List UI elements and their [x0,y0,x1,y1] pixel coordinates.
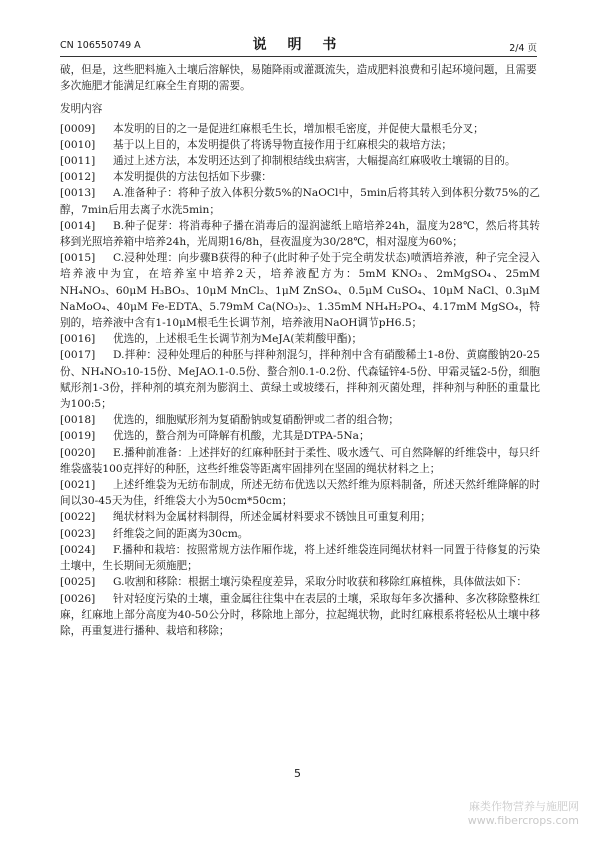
paragraph-number: [0016] [60,333,96,346]
patent-number: CN 106550749 A [60,40,141,51]
paragraph-number: [0011] [60,155,96,168]
page-header [60,34,537,54]
paragraph [60,153,540,169]
paragraph-text: 通过上述方法，本发明还达到了抑制根结线虫病害，大幅提高红麻吸收土壤镉的目的。 [113,155,516,168]
paragraph-number: [0026] [60,592,96,605]
paragraph-text: A.准备种子：将种子放入体积分数5%的NaOCl中，5min后将其转入到体积分数75%的乙醇，7min后用去离子水洗5min； [60,187,540,216]
paragraph [60,509,540,525]
paragraph-text: 基于以上目的，本发明提供了将诱导物直接作用于红麻根尖的栽培方法； [113,138,452,151]
paragraph-number: [0017] [60,349,96,362]
paragraph-number: [0015] [60,252,96,265]
paragraph [60,331,540,347]
section-title: 发明内容 [60,103,103,116]
page-number: 5 [294,767,301,780]
paragraph-number: [0024] [60,543,96,556]
paragraph-text: B.种子促芽：将消毒种子播在消毒后的湿润滤纸上暗培养24h，温度为28℃，然后将其转移到光照培养箱中培养24h，光周期16/8h，昼夜温度为30/28℃，相对湿度为60%； [60,219,540,249]
paragraph-text: E.播种前准备：上述拌好的红麻种胚封于柔性、吸水透气、可自然降解的纤维袋中，每只纤维袋盛装100克拌好的种胚，这些纤维袋等距离牢固排列在坚固的绳状材料之上； [60,446,540,475]
paragraph-text: 上述纤维袋为无纺布制成，所述无纺布优选以天然纤维为原料制备，所述天然纤维降解的时间以30-45天为佳，纤维袋大小为50cm*50cm； [60,479,540,508]
header-divider [60,56,537,57]
paragraph [60,477,540,509]
watermark-line1: 麻类作物营养与施肥网 [469,800,579,813]
paragraph [60,169,540,185]
paragraph [60,526,540,542]
document-body [60,62,540,639]
page-indicator: 2/4 页 [509,43,537,54]
paragraph-number: [0018] [60,414,96,427]
paragraph-number: [0019] [60,430,96,443]
paragraph [60,412,540,428]
paragraph-text: 本发明提供的方法包括如下步骤： [113,171,272,184]
paragraph-text: 优选的，细胞赋形剂为复硝酚钠或复硝酚钾或二者的组合物； [113,414,400,427]
paragraph [60,428,540,444]
paragraph [60,574,540,590]
paragraph [60,347,540,412]
paragraph-text: 优选的，螯合剂为可降解有机酸，尤其是DTPA-5Na； [113,430,370,443]
paragraph-text: F.播种和栽培：按照常规方法作厢作垅，将上述纤维袋连同绳状材料一同置于待修复的污染土壤中，生长期间无须施肥； [60,543,540,573]
paragraph-number: [0013] [60,187,96,200]
watermark-line2: www.fibercrops.com [467,814,579,827]
paragraph-number: [0010] [60,138,96,151]
paragraph-text: 绳状材料为金属材料制得，所述金属材料要求不锈蚀且可重复利用； [113,511,431,524]
paragraph-text: 针对轻度污染的土壤，重金属往往集中在表层的土壤，采取每年多次播种、多次移除整株红麻，红麻地上部分高度为40-50公分时，移除地上部分，拉起绳状物，此时红麻根系将轻松从土壤中移除，再重复进行播种、栽培和移除； [60,592,540,637]
watermark [468,800,579,828]
paragraph [60,185,540,217]
paragraph-text: D.拌种：浸种处理后的种胚与拌种剂混匀，拌种剂中含有硝酸稀土1-8份、黄腐酸钠20-25份、NH₄NO₃10-15份、MeJAO.1-0.5份、螯合剂0.1-0.2份、代森锰锌4-5份、甲霜灵锰2-5份，细胞赋形剂1-3份，拌种剂的填充剂为膨润土、黄绿土或坡缕石，拌种剂灭菌处理，拌种剂与种胚的重量比为100:5； [60,349,540,411]
paragraph [60,591,540,640]
paragraph-number: [0022] [60,511,96,524]
paragraph [60,542,540,574]
continuation-text: 破，但是，这些肥料施入土壤后溶解快，易随降雨或灌溉流失，造成肥料浪费和引起环境问题，且需要多次施肥才能满足红麻全生育期的需要。 [60,64,537,93]
paragraph-text: C.浸种处理：向步骤B获得的种子(此时种子处于完全萌发状态)喷洒培养液，种子完全浸入培养液中为宜，在培养室中培养2天，培养液配方为：5mM KNO₃、2mMgSO₄、25mM NH₄NO₃、60μM H₃BO₃、10μM MnCl₂、1μM ZnSO₄、0.5μM CuSO₄、10μM NaCl、0.3μM NaMoO₄、40μM Fe-EDTA、5.79mM Ca(NO₃)₂、1.35mM NH₄H₂PO₄、4.17mM MgSO₄，特别的，培养液中含有1-10μM根毛生长调节剂，培养液用NaOH调节pH6.5； [60,252,540,330]
paragraph-number: [0025] [60,576,96,589]
paragraph-number: [0014] [60,219,96,232]
paragraph-text: 纤维袋之间的距离为30cm。 [113,527,249,540]
paragraph-number: [0023] [60,527,96,540]
paragraph-list [60,121,540,640]
paragraph [60,250,540,331]
paragraph [60,445,540,477]
paragraph-number: [0021] [60,479,96,492]
paragraph-text: G.收割和移除：根据土壤污染程度差异，采取分时收获和移除红麻植株，具体做法如下： [113,576,528,589]
paragraph [60,137,540,153]
paragraph-number: [0012] [60,171,96,184]
paragraph-text: 优选的，上述根毛生长调节剂为MeJA(茉莉酸甲酯)； [113,333,363,346]
document-title: 说 明 书 [252,37,345,53]
paragraph-text: 本发明的目的之一是促进红麻根毛生长，增加根毛密度，并促使大量根毛分叉； [113,122,484,135]
paragraph [60,121,540,137]
paragraph [60,218,540,250]
paragraph-number: [0009] [60,122,96,135]
paragraph-number: [0020] [60,446,96,459]
